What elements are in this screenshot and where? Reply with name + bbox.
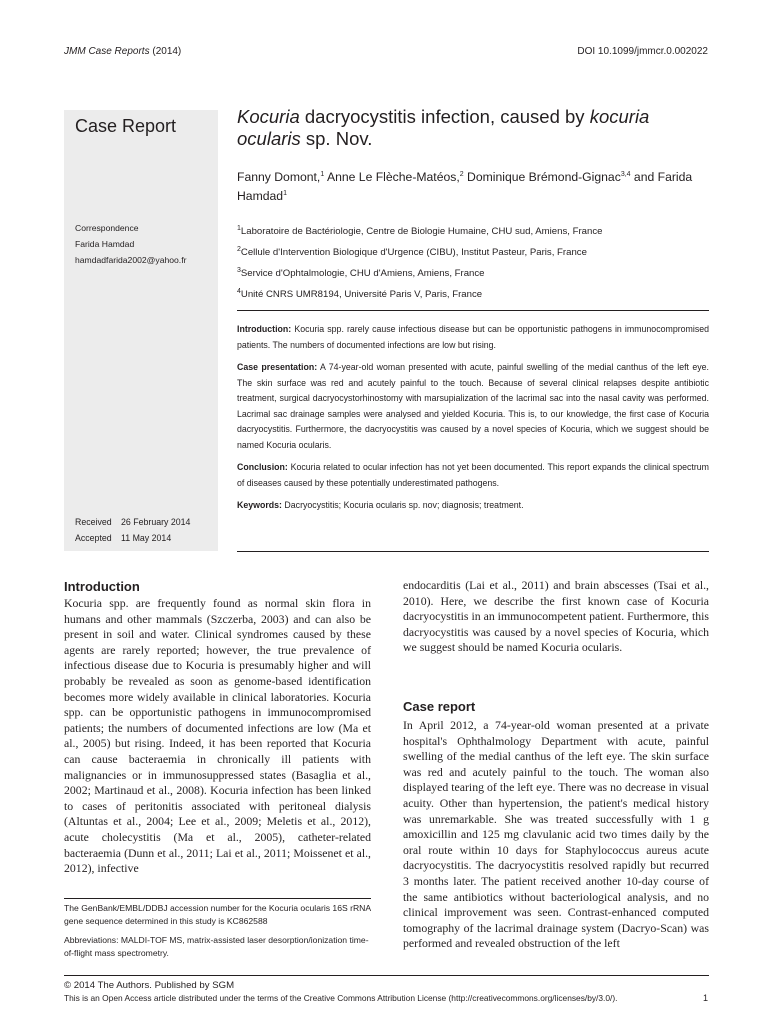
affiliation-item xyxy=(237,263,602,284)
correspondence-label: Correspondence xyxy=(75,223,139,233)
abstract-introduction xyxy=(237,322,709,353)
page-number: 1 xyxy=(702,993,708,1003)
author-2: Anne Le Flèche-Matéos, xyxy=(324,170,460,184)
license-text: This is an Open Access article distributed under the terms of the Creative Commons Attribution License (http://creativecommons.org/licenses/by/3.0/). xyxy=(64,993,618,1003)
footnote-rule xyxy=(64,898,371,899)
abstract-intro-text: Kocuria spp. rarely cause infectious disease but can be opportunistic pathogens in immunocompromised patients. The numbers of documented infections are low but rising. xyxy=(237,324,709,350)
affiliation-item xyxy=(237,221,602,242)
copyright: © 2014 The Authors. Published by SGM xyxy=(64,980,235,991)
abstract-bottom-rule xyxy=(237,551,709,552)
abstract-case-label: Case presentation: xyxy=(237,362,318,372)
abstract-case-text: A 74-year-old woman presented with acute, painful swelling of the medial canthus of the left eye. The skin surface was red and acutely painful to the touch. Because of several clinical relapses despite antibiotic treatment, surgical dacryocystorhinostomy with marsupialization of the lacrimal sac into the nasal cavity was performed. Lacrimal sac drainage samples were analysed and yielded Kocuria. This is, to our knowledge, the first case of Kocuria dacryocystitis. Furthermore, the dacryocystitis was caused by a novel species of Kocuria, which we suggest should be named Kocuria ocularis. xyxy=(237,362,709,450)
affiliation-num: 4 xyxy=(237,287,241,295)
accepted-row xyxy=(75,530,190,546)
abstract-top-rule xyxy=(237,310,709,311)
author-1: Fanny Domont, xyxy=(237,170,321,184)
case-report-heading: Case report xyxy=(403,699,476,714)
affiliation-item xyxy=(237,284,602,305)
author-4: and Farida Hamdad xyxy=(237,170,693,203)
accepted-label: Accepted xyxy=(75,533,112,543)
affiliations xyxy=(237,221,602,305)
journal-year: (2014) xyxy=(152,46,182,57)
affiliation-item xyxy=(237,242,602,263)
title-text-4: sp. Nov. xyxy=(300,128,373,149)
abstract-keywords xyxy=(237,498,709,514)
received-row xyxy=(75,514,190,530)
author-3: Dominique Brémond-Gignac xyxy=(463,170,621,184)
introduction-text: Kocuria spp. are frequently found as normal skin flora in humans and other mammals (Szczerba, 2003) and can also be present in soil and water. Clinical syndromes caused by these agents are rarely reported; however, the true prevalence of infectious disease due to Kocuria is presumably higher and will probably be revealed as soon as genome-based identification becomes more widely available in clinical laboratories. Kocuria spp. can be opportunistic pathogens in immunocompromised patients; the numbers of documented infections are low (Ma et al., 2005) but rising. Indeed, it has been reported that Kocuria can cause bacteraemia in chronically ill patients with malignancies or in immunosuppressed states (Basaglia et al., 2002; Martinaud et al., 2008). Kocuria infection has been linked to cases of peritonitis associated with peritoneal dialysis (Altuntas et al., 2004; Lee et al., 2009; Meletis et al., 2012), acute cholecystitis (Ma et al., 2005), catheter-related bacteraemia (Dunn et al., 2011; Lai et al., 2011; Moissenet et al., 2012), infective xyxy=(64,596,371,876)
keywords-label: Keywords: xyxy=(237,500,282,510)
abstract-case xyxy=(237,360,709,453)
footnote-abbreviations: Abbreviations: MALDI-TOF MS, matrix-assisted laser desorption/ionization time-of-flight mass spectrometry. xyxy=(64,935,369,958)
dates-block xyxy=(75,514,190,546)
abstract xyxy=(237,322,709,521)
correspondence-email[interactable]: hamdadfarida2002@yahoo.fr xyxy=(75,255,187,265)
author-2-sup: 2 xyxy=(459,170,464,178)
footnotes xyxy=(64,902,371,966)
affiliation-num: 1 xyxy=(237,224,241,232)
sidebar-panel xyxy=(64,110,218,551)
affiliation-num: 2 xyxy=(237,245,241,253)
introduction-continued-text: endocarditis (Lai et al., 2011) and brain abscesses (Tsai et al., 2010). Here, we describe the first known case of Kocuria dacryocystitis in an immunocompetent patient. Furthermore, this dacryocystitis was caused by a novel species of Kocuria, which we suggest should be named Kocuria ocularis. xyxy=(403,578,709,655)
correspondence-name: Farida Hamdad xyxy=(75,239,135,249)
footer-rule xyxy=(64,975,709,976)
author-4-sup: 1 xyxy=(283,189,287,197)
author-1-sup: 1 xyxy=(320,170,325,178)
journal-header xyxy=(64,46,181,57)
abstract-conclusion xyxy=(237,460,709,491)
article-type-label: Case Report xyxy=(75,116,177,136)
title-text-2: dacryocystitis infection, caused by xyxy=(299,106,590,127)
abstract-intro-label: Introduction: xyxy=(237,324,292,334)
correspondence-block xyxy=(75,220,186,268)
author-3-sup: 3,4 xyxy=(620,170,631,178)
affiliation-text: Cellule d'Intervention Biologique d'Urgence (CIBU), Institut Pasteur, Paris, France xyxy=(240,247,587,258)
received-date: 26 February 2014 xyxy=(121,517,191,527)
keywords-text: Dacryocystitis; Kocuria ocularis sp. nov; diagnosis; treatment. xyxy=(281,500,524,510)
abstract-conclusion-label: Conclusion: xyxy=(237,462,288,472)
case-report-text: In April 2012, a 74-year-old woman presented at a private hospital's Ophthalmology Department with acute, painful swelling of the medial canthus of the left eye. The skin surface was red and acutely painful to the touch. The woman also displayed tearing of the left eye. There was no decrease in visual acuity. Other than hypertension, the patient's medical history was unremarkable. She was treated successfully with 1 g amoxicillin and 125 mg clavulanic acid two times daily by the oral route within 10 days for Staphylococcus aureus acute dacryocystitis. The dacryocystitis resolved rapidly but recurred 3 months later. The patient received another 10-day course of the same antibiotics without bacteriological analysis, and no clinical improvement was seen. Contrast-enhanced computed tomography of the lacrimal drainage system (Dacryo-Scan) was performed and revealed obstruction of the left xyxy=(403,718,709,951)
journal-name: JMM Case Reports xyxy=(64,46,150,57)
affiliation-text: Unité CNRS UMR8194, Université Paris V, Paris, France xyxy=(240,289,483,300)
affiliation-num: 3 xyxy=(237,266,241,274)
abstract-conclusion-text: Kocuria related to ocular infection has not yet been documented. This report expands the clinical spectrum of diseases caused by these potentially underestimated pathogens. xyxy=(237,462,709,488)
accepted-date: 11 May 2014 xyxy=(121,533,172,543)
introduction-heading: Introduction xyxy=(64,579,140,594)
received-label: Received xyxy=(75,517,112,527)
article-title xyxy=(237,106,717,150)
footnote-genbank: The GenBank/EMBL/DDBJ accession number for the Kocuria ocularis 16S rRNA gene sequence determined in this study is KC862588 xyxy=(64,903,371,926)
title-italic-1: Kocuria xyxy=(237,106,300,127)
authors xyxy=(237,168,697,206)
title-italic-3: kocuria ocularis xyxy=(237,106,650,149)
affiliation-text: Laboratoire de Bactériologie, Centre de Biologie Humaine, CHU sud, Amiens, France xyxy=(240,226,603,237)
doi: DOI 10.1099/jmmcr.0.002022 xyxy=(577,46,708,57)
affiliation-text: Service d'Ophtalmologie, CHU d'Amiens, Amiens, France xyxy=(240,268,485,279)
